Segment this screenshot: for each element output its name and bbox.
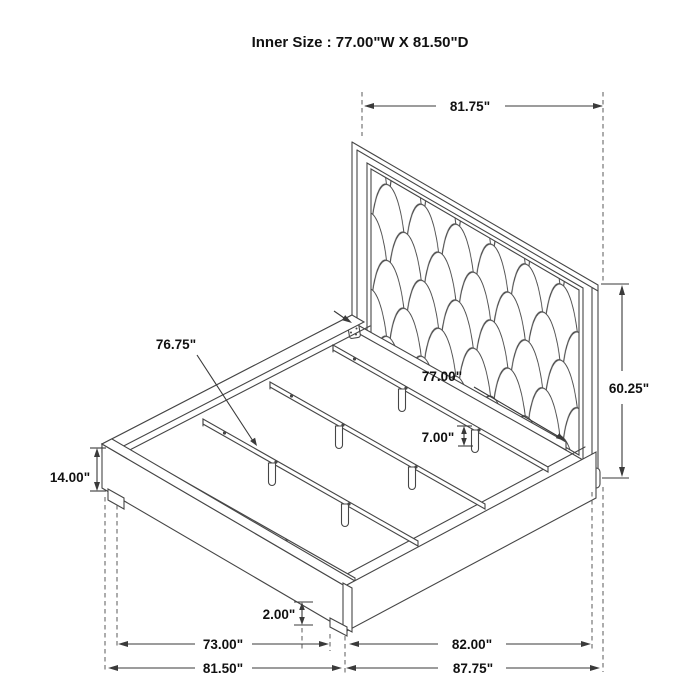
headboard-scale-pattern [340, 140, 610, 470]
foot-corner-post [343, 583, 352, 632]
dim-label-bottom-inner-right: 82.00" [451, 637, 493, 652]
dim-side-rail-height [50, 448, 106, 491]
dim-label-side-rail-height: 14.00" [49, 470, 91, 485]
dim-label-headboard-width: 81.75" [449, 99, 491, 114]
slat [270, 382, 485, 509]
right-side-rail [345, 452, 596, 632]
dim-slat-leg-height [422, 426, 473, 446]
foot-rail [102, 439, 355, 630]
dim-label-foot-leg-height: 2.00" [262, 607, 296, 622]
slat-leg [409, 467, 416, 490]
slat-leg [269, 463, 276, 486]
dim-label-slat-length: 76.75" [155, 337, 197, 352]
dim-label-bottom-outer-right: 87.75" [452, 661, 494, 676]
slat-leg [399, 389, 406, 412]
slat-leg [336, 426, 343, 449]
dim-label-bottom-inner-left: 73.00" [202, 637, 244, 652]
left-side-rail [102, 315, 370, 455]
dim-label-inner-width: 77.00" [421, 369, 463, 384]
slat-leg [342, 504, 349, 527]
dim-label-slat-leg-height: 7.00" [421, 430, 455, 445]
slat-leg [472, 430, 479, 453]
dim-label-headboard-height: 60.25" [608, 381, 650, 396]
dim-headboard-height [601, 284, 649, 478]
diagram-title: Inner Size : 77.00"W X 81.50"D [251, 34, 469, 51]
dim-label-bottom-outer-left: 81.50" [202, 661, 244, 676]
